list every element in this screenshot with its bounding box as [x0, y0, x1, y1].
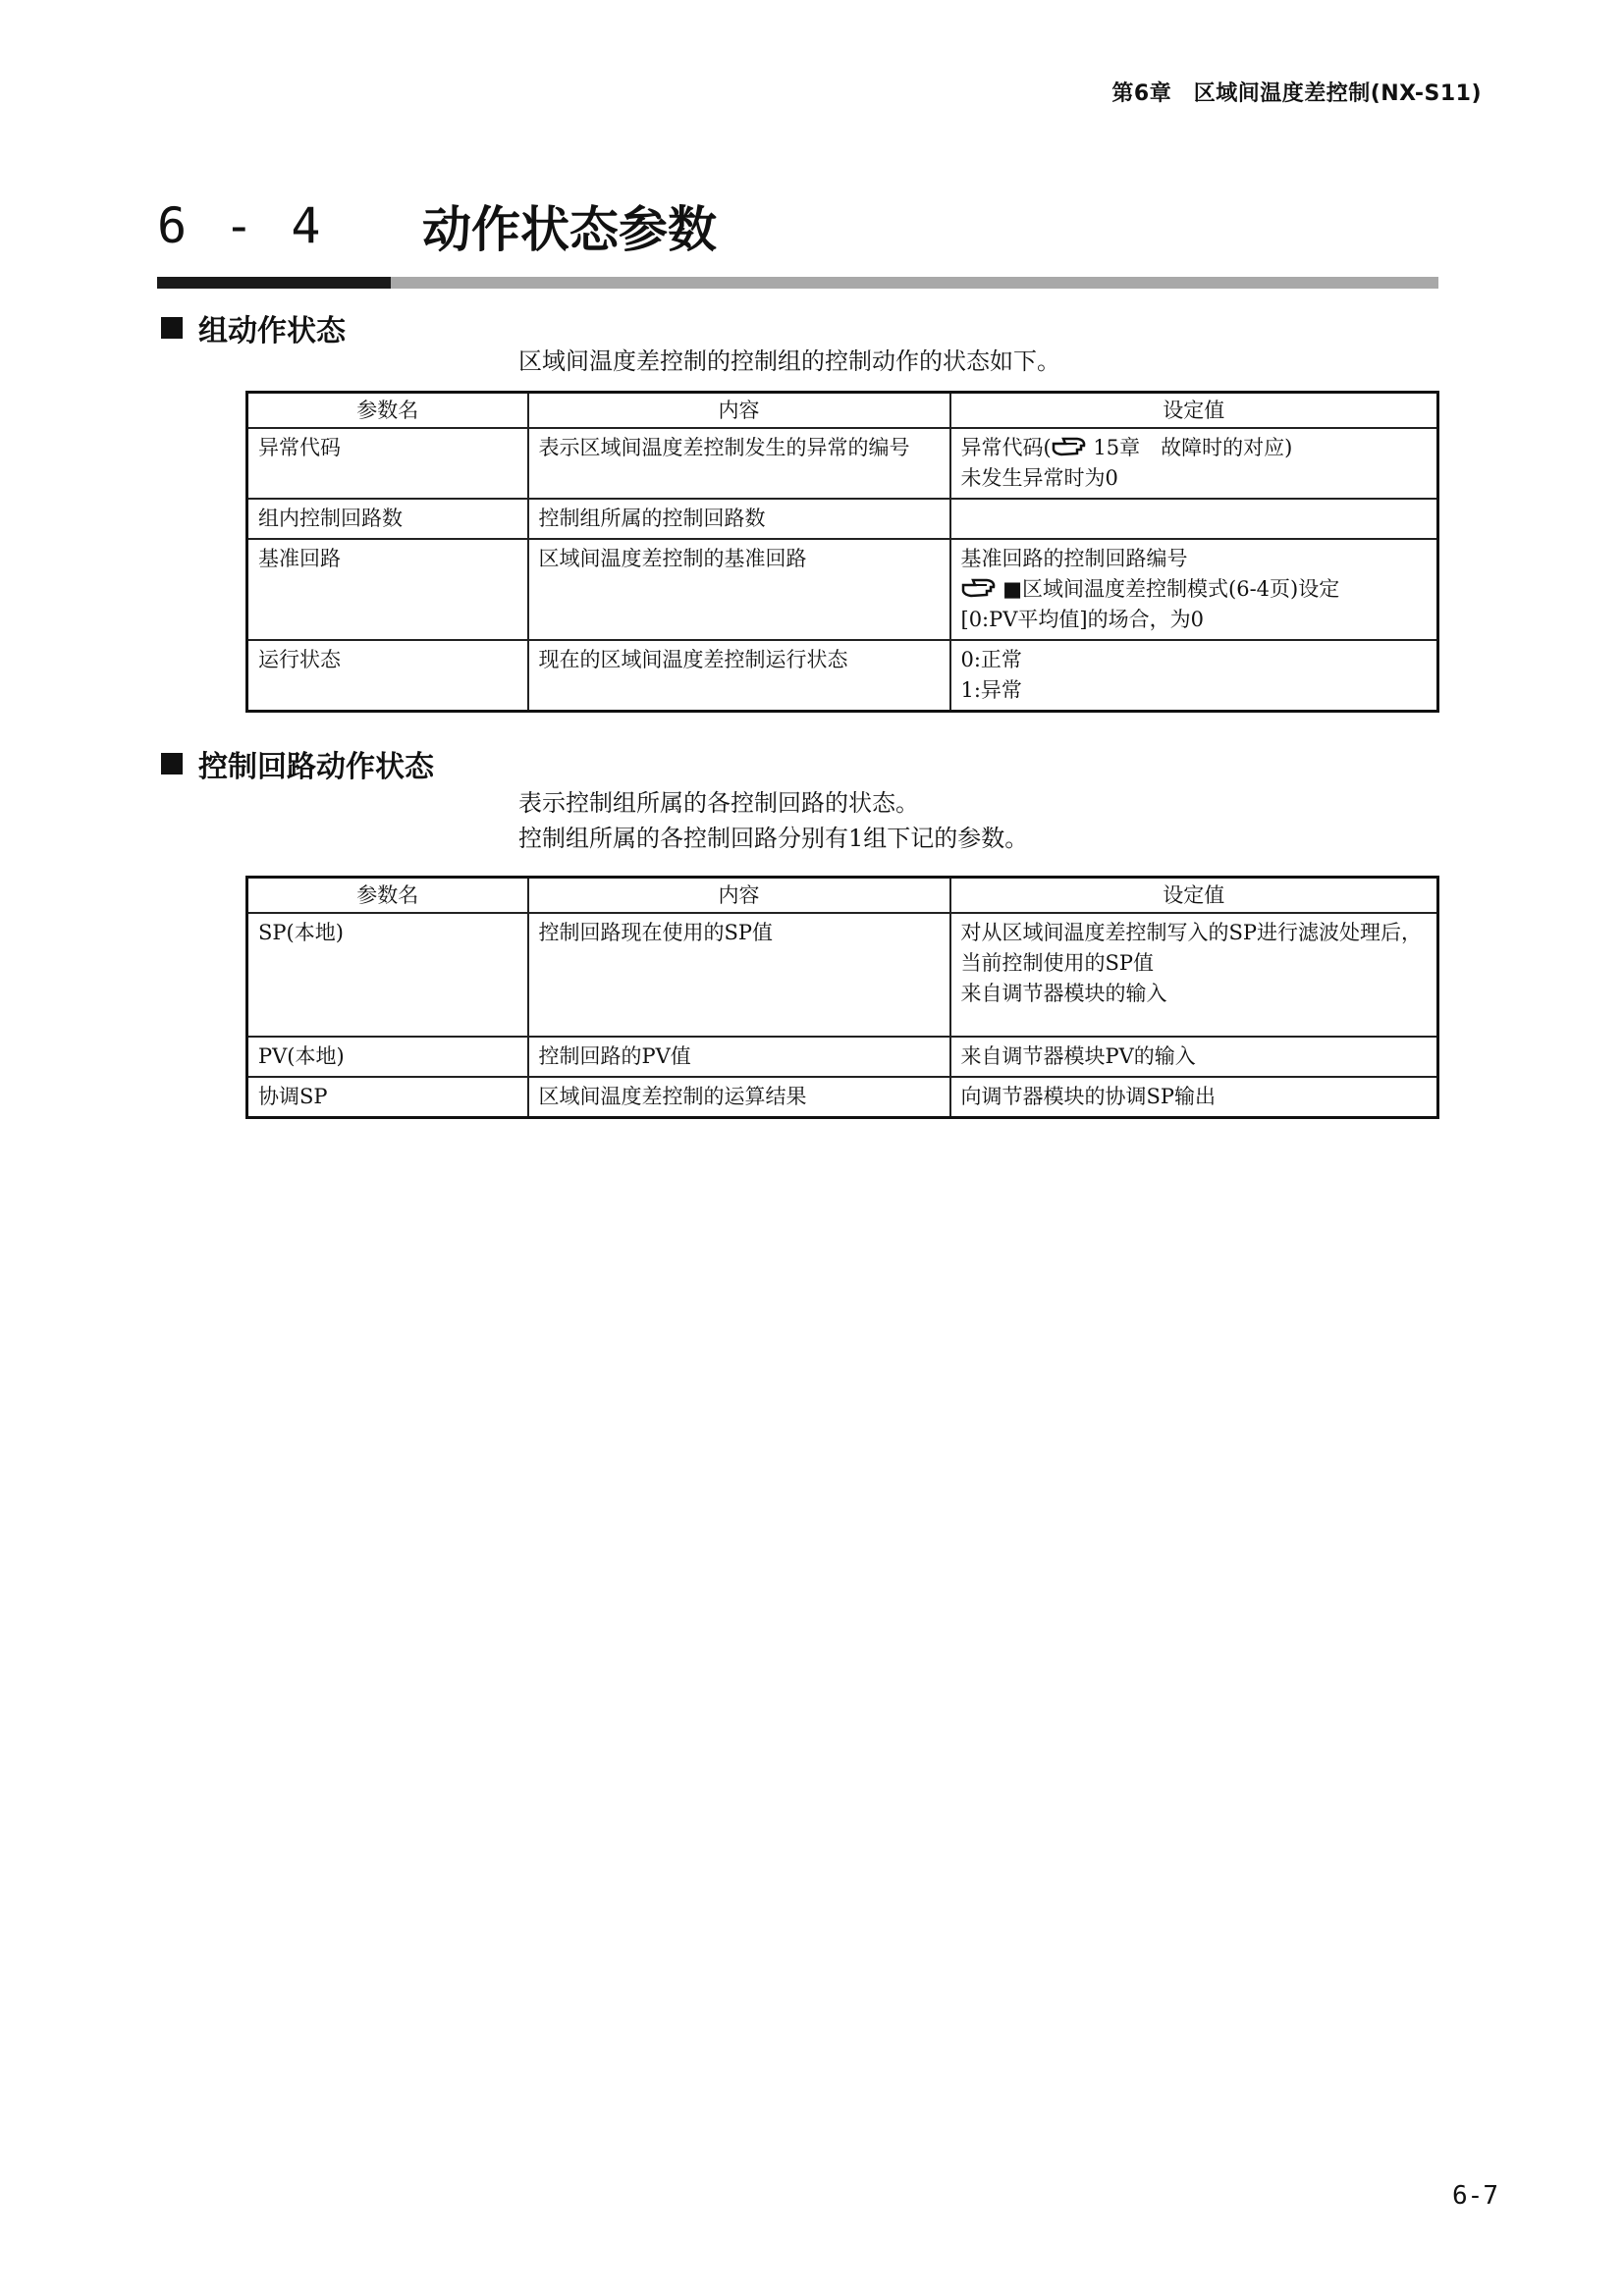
param-content: 控制回路的PV值 — [528, 1037, 950, 1077]
column-header: 参数名 — [247, 393, 528, 429]
param-content: 控制回路现在使用的SP值 — [528, 913, 950, 1037]
table-row — [247, 1077, 1438, 1118]
table-header-row — [247, 878, 1438, 914]
square-bullet-icon — [161, 753, 183, 774]
param-name: 运行状态 — [247, 640, 528, 712]
loop-subheading — [161, 742, 434, 785]
param-content: 控制组所属的控制回路数 — [528, 499, 950, 539]
column-header: 设定值 — [950, 393, 1438, 429]
title-rule — [157, 277, 1438, 289]
param-value: 来自调节器模块PV的输入 — [950, 1037, 1438, 1077]
column-header: 内容 — [528, 393, 950, 429]
section-title — [157, 187, 717, 265]
section-heading: 动作状态参数 — [422, 201, 717, 258]
param-value: 基准回路的控制回路编号 ■区域间温度差控制模式(6-4页)设定 [0:PV平均值]的场合，为0 — [950, 539, 1438, 640]
param-value: 向调节器模块的协调SP输出 — [950, 1077, 1438, 1118]
section-number: 6 - 4 — [157, 197, 325, 254]
group-status-table — [245, 391, 1439, 713]
param-name: 异常代码 — [247, 428, 528, 499]
param-name: SP(本地) — [247, 913, 528, 1037]
param-content: 现在的区域间温度差控制运行状态 — [528, 640, 950, 712]
column-header: 设定值 — [950, 878, 1438, 914]
column-header: 内容 — [528, 878, 950, 914]
page-number: 6-7 — [1452, 2181, 1498, 2211]
group-description: 区域间温度差控制的控制组的控制动作的状态如下。 — [518, 347, 1060, 375]
table-row — [247, 913, 1438, 1037]
running-header: 第6章 区域间温度差控制(NX-S11) — [1111, 81, 1482, 106]
table-row — [247, 1037, 1438, 1077]
param-content: 区域间温度差控制的基准回路 — [528, 539, 950, 640]
table-header-row — [247, 393, 1438, 429]
pointing-hand-icon — [961, 577, 997, 599]
group-subheading — [161, 306, 346, 349]
column-header: 参数名 — [247, 878, 528, 914]
param-name: 基准回路 — [247, 539, 528, 640]
loop-status-table — [245, 876, 1439, 1119]
table-row — [247, 428, 1438, 499]
param-name: 组内控制回路数 — [247, 499, 528, 539]
param-content: 表示区域间温度差控制发生的异常的编号 — [528, 428, 950, 499]
param-content: 区域间温度差控制的运算结果 — [528, 1077, 950, 1118]
param-value: 对从区域间温度差控制写入的SP进行滤波处理后，当前控制使用的SP值 来自调节器模块的输入 — [950, 913, 1438, 1037]
loop-heading-text: 控制回路动作状态 — [198, 750, 434, 784]
table-row — [247, 499, 1438, 539]
param-value: 0:正常 1:异常 — [950, 640, 1438, 712]
param-value: 异常代码( 15章 故障时的对应) 未发生异常时为0 — [950, 428, 1438, 499]
square-bullet-icon — [161, 317, 183, 339]
table-row — [247, 640, 1438, 712]
table-row — [247, 539, 1438, 640]
param-name: PV(本地) — [247, 1037, 528, 1077]
loop-description: 表示控制组所属的各控制回路的状态。 控制组所属的各控制回路分别有1组下记的参数。 — [518, 789, 1029, 852]
param-name: 协调SP — [247, 1077, 528, 1118]
group-heading-text: 组动作状态 — [198, 314, 346, 348]
pointing-hand-icon — [1052, 436, 1087, 457]
param-value — [950, 499, 1438, 539]
